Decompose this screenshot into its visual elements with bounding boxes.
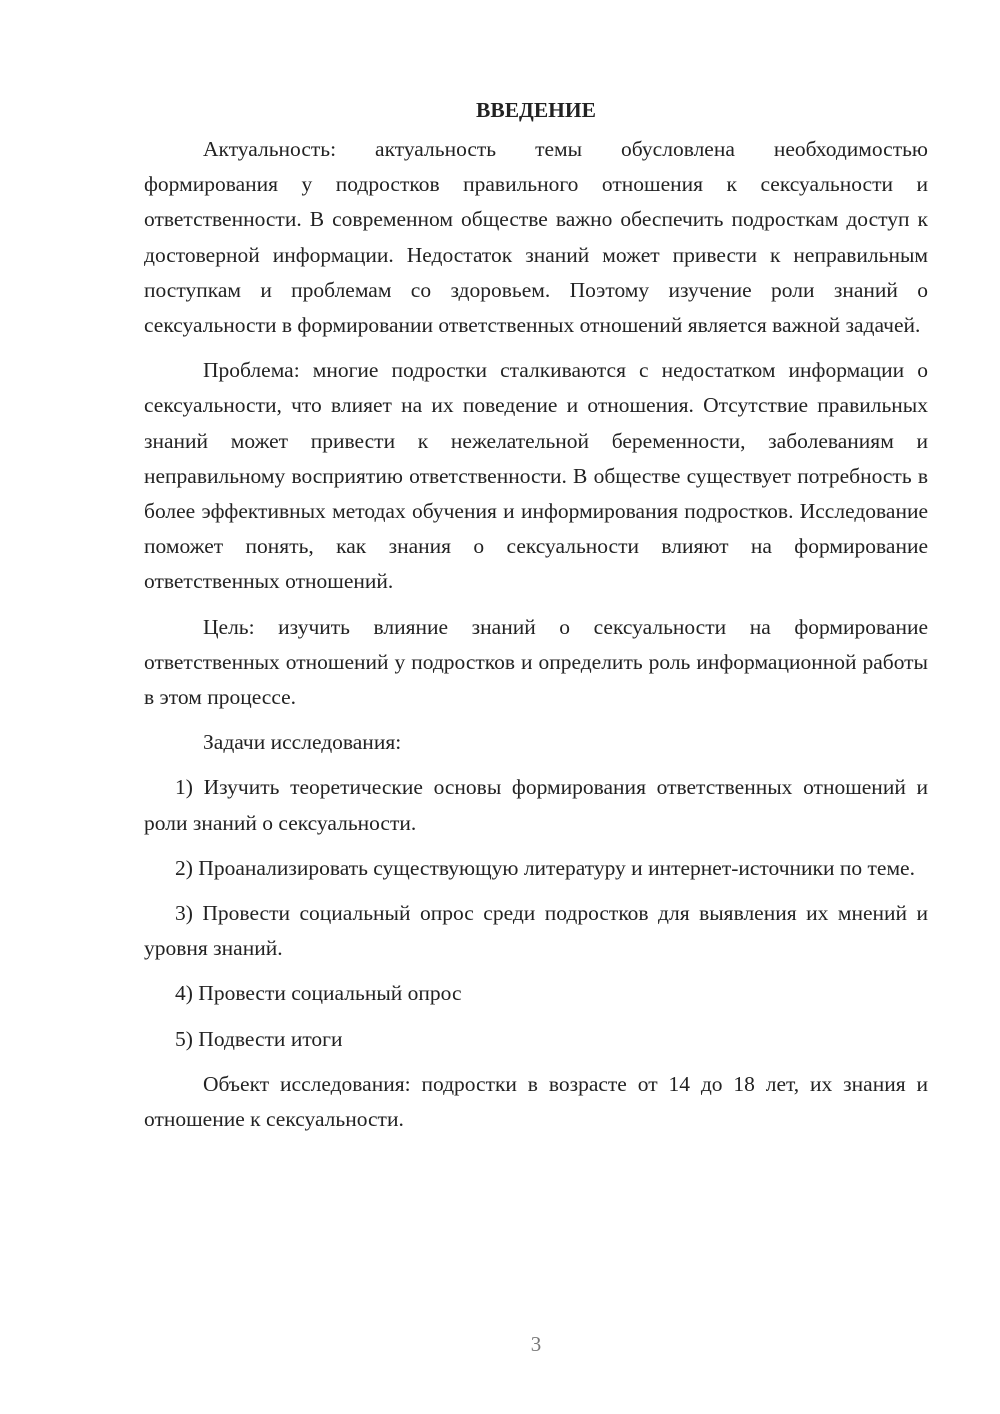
task-item-5 [144, 1022, 928, 1057]
task-number: 5) [175, 1026, 193, 1051]
paragraph-goal: Цель: изучить влияние знаний о сексуальности на формирование ответственных отношений у подростков и определить роль информационной работы в этом процессе. [144, 614, 928, 710]
section-title: ВВЕДЕНИЕ [476, 98, 596, 122]
tasks-heading: Задачи исследования: [203, 730, 402, 755]
task-number: 4) [175, 981, 193, 1006]
task-number: 3) [175, 901, 193, 926]
document-body [144, 92, 928, 1147]
task-item-4 [144, 976, 928, 1011]
paragraph-object: Объект исследования: подростки в возрасте от 14 до 18 лет, их знания и отношение к сексуальности. [144, 1071, 928, 1132]
paragraph-relevance: Актуальность: актуальность темы обусловлена необходимостью формирования у подростков правильного отношения к сексуальности и ответственности. В современном обществе важно обеспечить подросткам доступ к достоверной информации. Недостаток знаний может привести к неправильным поступкам и проблемам со здоровьем. Поэтому изучение роли знаний о сексуальности в формировании ответственных отношений является важной задачей. [144, 137, 928, 338]
paragraph-problem: Проблема: многие подростки сталкиваются с недостатком информации о сексуальности, что влияет на их поведение и отношения. Отсутствие правильных знаний может привести к нежелательной беременности, заболеваниям и неправильному восприятию ответственности. В обществе существует потребность в более эффективных методах обучения и информирования подростков. Исследование поможет понять, как знания о сексуальности влияют на формирование ответственных отношений. [144, 358, 928, 594]
task-item-3 [144, 896, 928, 966]
task-text: Провести социальный опрос [198, 981, 462, 1006]
page-number: 3 [530, 1332, 542, 1356]
task-item-2 [144, 851, 928, 886]
task-item-1 [144, 770, 928, 840]
task-text: Подвести итоги [198, 1026, 343, 1051]
task-number: 1) [175, 775, 193, 800]
task-text: Изучить теоретические основы формирования ответственных отношений и роли знаний о сексуальности. [144, 775, 928, 835]
task-text: Провести социальный опрос среди подростков для выявления их мнений и уровня знаний. [144, 901, 928, 961]
task-number: 2) [175, 855, 193, 880]
task-text: Проанализировать существующую литературу и интернет-источники по теме. [198, 855, 915, 880]
